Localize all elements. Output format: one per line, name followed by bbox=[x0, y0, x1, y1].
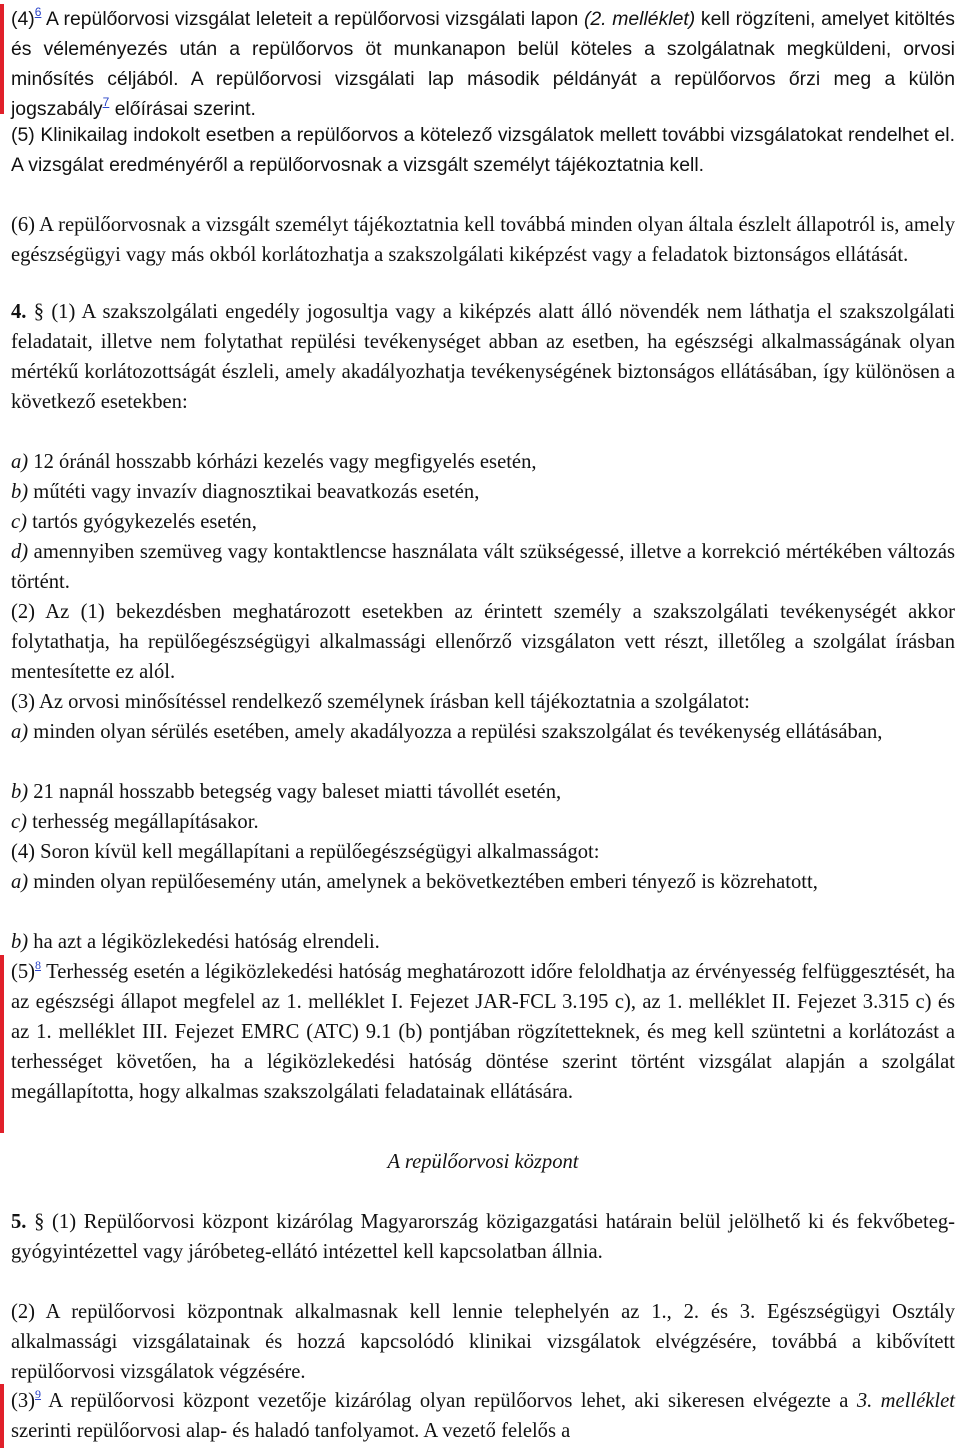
text-run: minden olyan repülőesemény után, amelynek a bekövetkeztében emberi tényező is közrehatott, bbox=[28, 871, 818, 893]
footnote-link[interactable]: 6 bbox=[34, 5, 42, 19]
text-run: A repülőorvosi központ bbox=[387, 1151, 579, 1173]
text-run: (4) Soron kívül kell megállapítani a repülőegészségügyi alkalmasságot: bbox=[11, 841, 600, 863]
section-number: 5. bbox=[11, 1211, 27, 1233]
text-run: (5) bbox=[11, 961, 36, 983]
list-item bbox=[11, 717, 955, 747]
section-5-paragraph-1 bbox=[11, 1207, 955, 1267]
italic-text: b) bbox=[11, 481, 29, 503]
italic-text: a) bbox=[11, 451, 29, 473]
italic-text: b) bbox=[11, 781, 29, 803]
paragraph bbox=[11, 1386, 955, 1446]
text-run: (5) Klinikailag indokolt esetben a repülőorvos a kötelező vizsgálatok mellett további vizsgálatokat rendelhet el. A vizsgálat eredményéről a repülőorvosnak a vizsgált személyt tájékoztatnia kell. bbox=[11, 124, 955, 176]
footnote-link[interactable]: 9 bbox=[35, 1387, 42, 1401]
text-run: A repülőorvosi központ vezetője kizárólag olyan repülőorvos lehet, aki sikeresen elvégezte a bbox=[41, 1390, 857, 1412]
section-heading bbox=[11, 1147, 955, 1177]
italic-text: a) bbox=[11, 721, 29, 743]
text-run: (3) bbox=[11, 1390, 36, 1412]
text-run: § (1) A szakszolgálati engedély jogosultja vagy a kiképzés alatt álló növendék nem láthatja el szakszolgálati feladatait, illetve nem folytathat repülési tevékenységet abban az esetben, ha egészségi alkalmasságának olyan mértékű korlátozottságát észleli, amely akadályozhatja tevékenységének biztonságos ellátásában, így különösen a következő esetekben: bbox=[11, 301, 955, 413]
list-item bbox=[11, 507, 955, 537]
text-run: minden olyan sérülés esetében, amely akadályozza a repülési szakszolgálat és tevékenység ellátásában, bbox=[28, 721, 883, 743]
list-item bbox=[11, 927, 955, 957]
italic-text: c) bbox=[11, 811, 27, 833]
text-run: előírásai szerint. bbox=[109, 98, 256, 120]
paragraph bbox=[11, 957, 955, 1107]
paragraph bbox=[11, 597, 955, 687]
list-item bbox=[11, 867, 955, 897]
italic-text: b) bbox=[11, 931, 29, 953]
italic-text: a) bbox=[11, 871, 29, 893]
text-run: (2) Az (1) bekezdésben meghatározott esetekben az érintett személy a szakszolgálati tevékenységét akkor folytathatja, ha repülőegészségügyi alkalmassági ellenőrző vizsgálaton vett részt, illetőleg a szolgálat írásban mentesítette ez alól. bbox=[11, 601, 955, 683]
list-item bbox=[11, 807, 955, 837]
text-run: (2) A repülőorvosi központnak alkalmasnak kell lennie telephelyén az 1., 2. és 3. Egészségügyi Osztály alkalmassági vizsgálatainak és hozzá kapcsolódó klinikai vizsgálatok elvégzésére, továbbá a kibővített repülőorvosi vizsgálatok végzésére. bbox=[11, 1301, 955, 1383]
list-item bbox=[11, 477, 955, 507]
list-item bbox=[11, 447, 955, 477]
text-run: 21 napnál hosszabb betegség vagy baleset miatti távollét esetén, bbox=[28, 781, 562, 803]
text-run: A repülőorvosi vizsgálat leleteit a repülőorvosi vizsgálati lapon bbox=[41, 8, 584, 30]
text-run: ha azt a légiközlekedési hatóság elrendeli. bbox=[28, 931, 380, 953]
italic-text: c) bbox=[11, 511, 27, 533]
paragraph bbox=[11, 1297, 955, 1387]
text-run: kell rögzíteni, amelyet kitöltés és véleményezés után a repülőorvos öt munkanapon belül köteles a szolgálatnak megküldeni, orvosi minősítés céljából. A repülőorvosi vizsgálati lap második példányát a repülőorvos őrzi meg a külön jogszabály bbox=[11, 8, 955, 120]
amendment-marker bbox=[0, 1384, 4, 1448]
italic-text: d) bbox=[11, 541, 29, 563]
list-item bbox=[11, 537, 955, 597]
paragraph bbox=[11, 687, 955, 717]
text-run: műtéti vagy invazív diagnosztikai beavatkozás esetén, bbox=[28, 481, 480, 503]
amendment-marker bbox=[0, 955, 4, 1133]
footnote-link[interactable]: 8 bbox=[35, 958, 42, 972]
text-run: terhesség megállapításakor. bbox=[27, 811, 259, 833]
paragraph bbox=[11, 210, 955, 270]
list-item bbox=[11, 777, 955, 807]
amendment-marker bbox=[0, 4, 4, 114]
text-run: 12 óránál hosszabb kórházi kezelés vagy megfigyelés esetén, bbox=[28, 451, 537, 473]
section-number: 4. bbox=[11, 301, 27, 323]
text-run: (3) Az orvosi minősítéssel rendelkező személynek írásban kell tájékoztatnia a szolgálatot: bbox=[11, 691, 750, 713]
paragraph bbox=[11, 4, 955, 124]
text-run: amennyiben szemüveg vagy kontaktlencse használata vált szükségessé, illetve a korrekció mértékében változás történt. bbox=[11, 541, 955, 593]
footnote-link[interactable]: 7 bbox=[102, 95, 110, 109]
text-run: (6) A repülőorvosnak a vizsgált személyt tájékoztatnia kell továbbá minden olyan általa észlelt állapotról is, amely egészségügyi vagy más okból korlátozhatja a szakszolgálati kiképzést vagy a feladatok biztonságos ellátását. bbox=[11, 214, 955, 266]
italic-text: (2. melléklet) bbox=[583, 8, 696, 30]
section-4-paragraph-1 bbox=[11, 297, 955, 417]
text-run: (4) bbox=[11, 8, 35, 30]
paragraph bbox=[11, 120, 955, 180]
italic-text: 3. melléklet bbox=[856, 1390, 956, 1412]
text-run: § (1) Repülőorvosi központ kizárólag Magyarország közigazgatási határain belül jelölhető ki és fekvőbeteg-gyógyintézettel vagy járóbeteg-ellátó intézettel kell kapcsolatban állnia. bbox=[11, 1211, 955, 1263]
text-run: tartós gyógykezelés esetén, bbox=[27, 511, 257, 533]
text-run: Terhesség esetén a légiközlekedési hatóság meghatározott időre feloldhatja az érvényesség felfüggesztését, ha az egészségi állapot megfelel az 1. melléklet I. Fejezet JAR-FCL 3.195 c), az 1. melléklet II. Fejezet 3.315 c) és az 1. melléklet III. Fejezet EMRC (ATC) 9.1 (b) pontjában rögzítetteknek, és meg kell szüntetni a korlátozást a terhességet követően, ha a légiközlekedési hatóság döntése szerint történt vizsgálat alapján a szolgálat megállapította, hogy alkalmas szakszolgálati feladatainak ellátására. bbox=[11, 961, 955, 1103]
text-run: szerinti repülőorvosi alap- és haladó tanfolyamot. A vezető felelős a bbox=[11, 1420, 571, 1442]
paragraph bbox=[11, 837, 955, 867]
